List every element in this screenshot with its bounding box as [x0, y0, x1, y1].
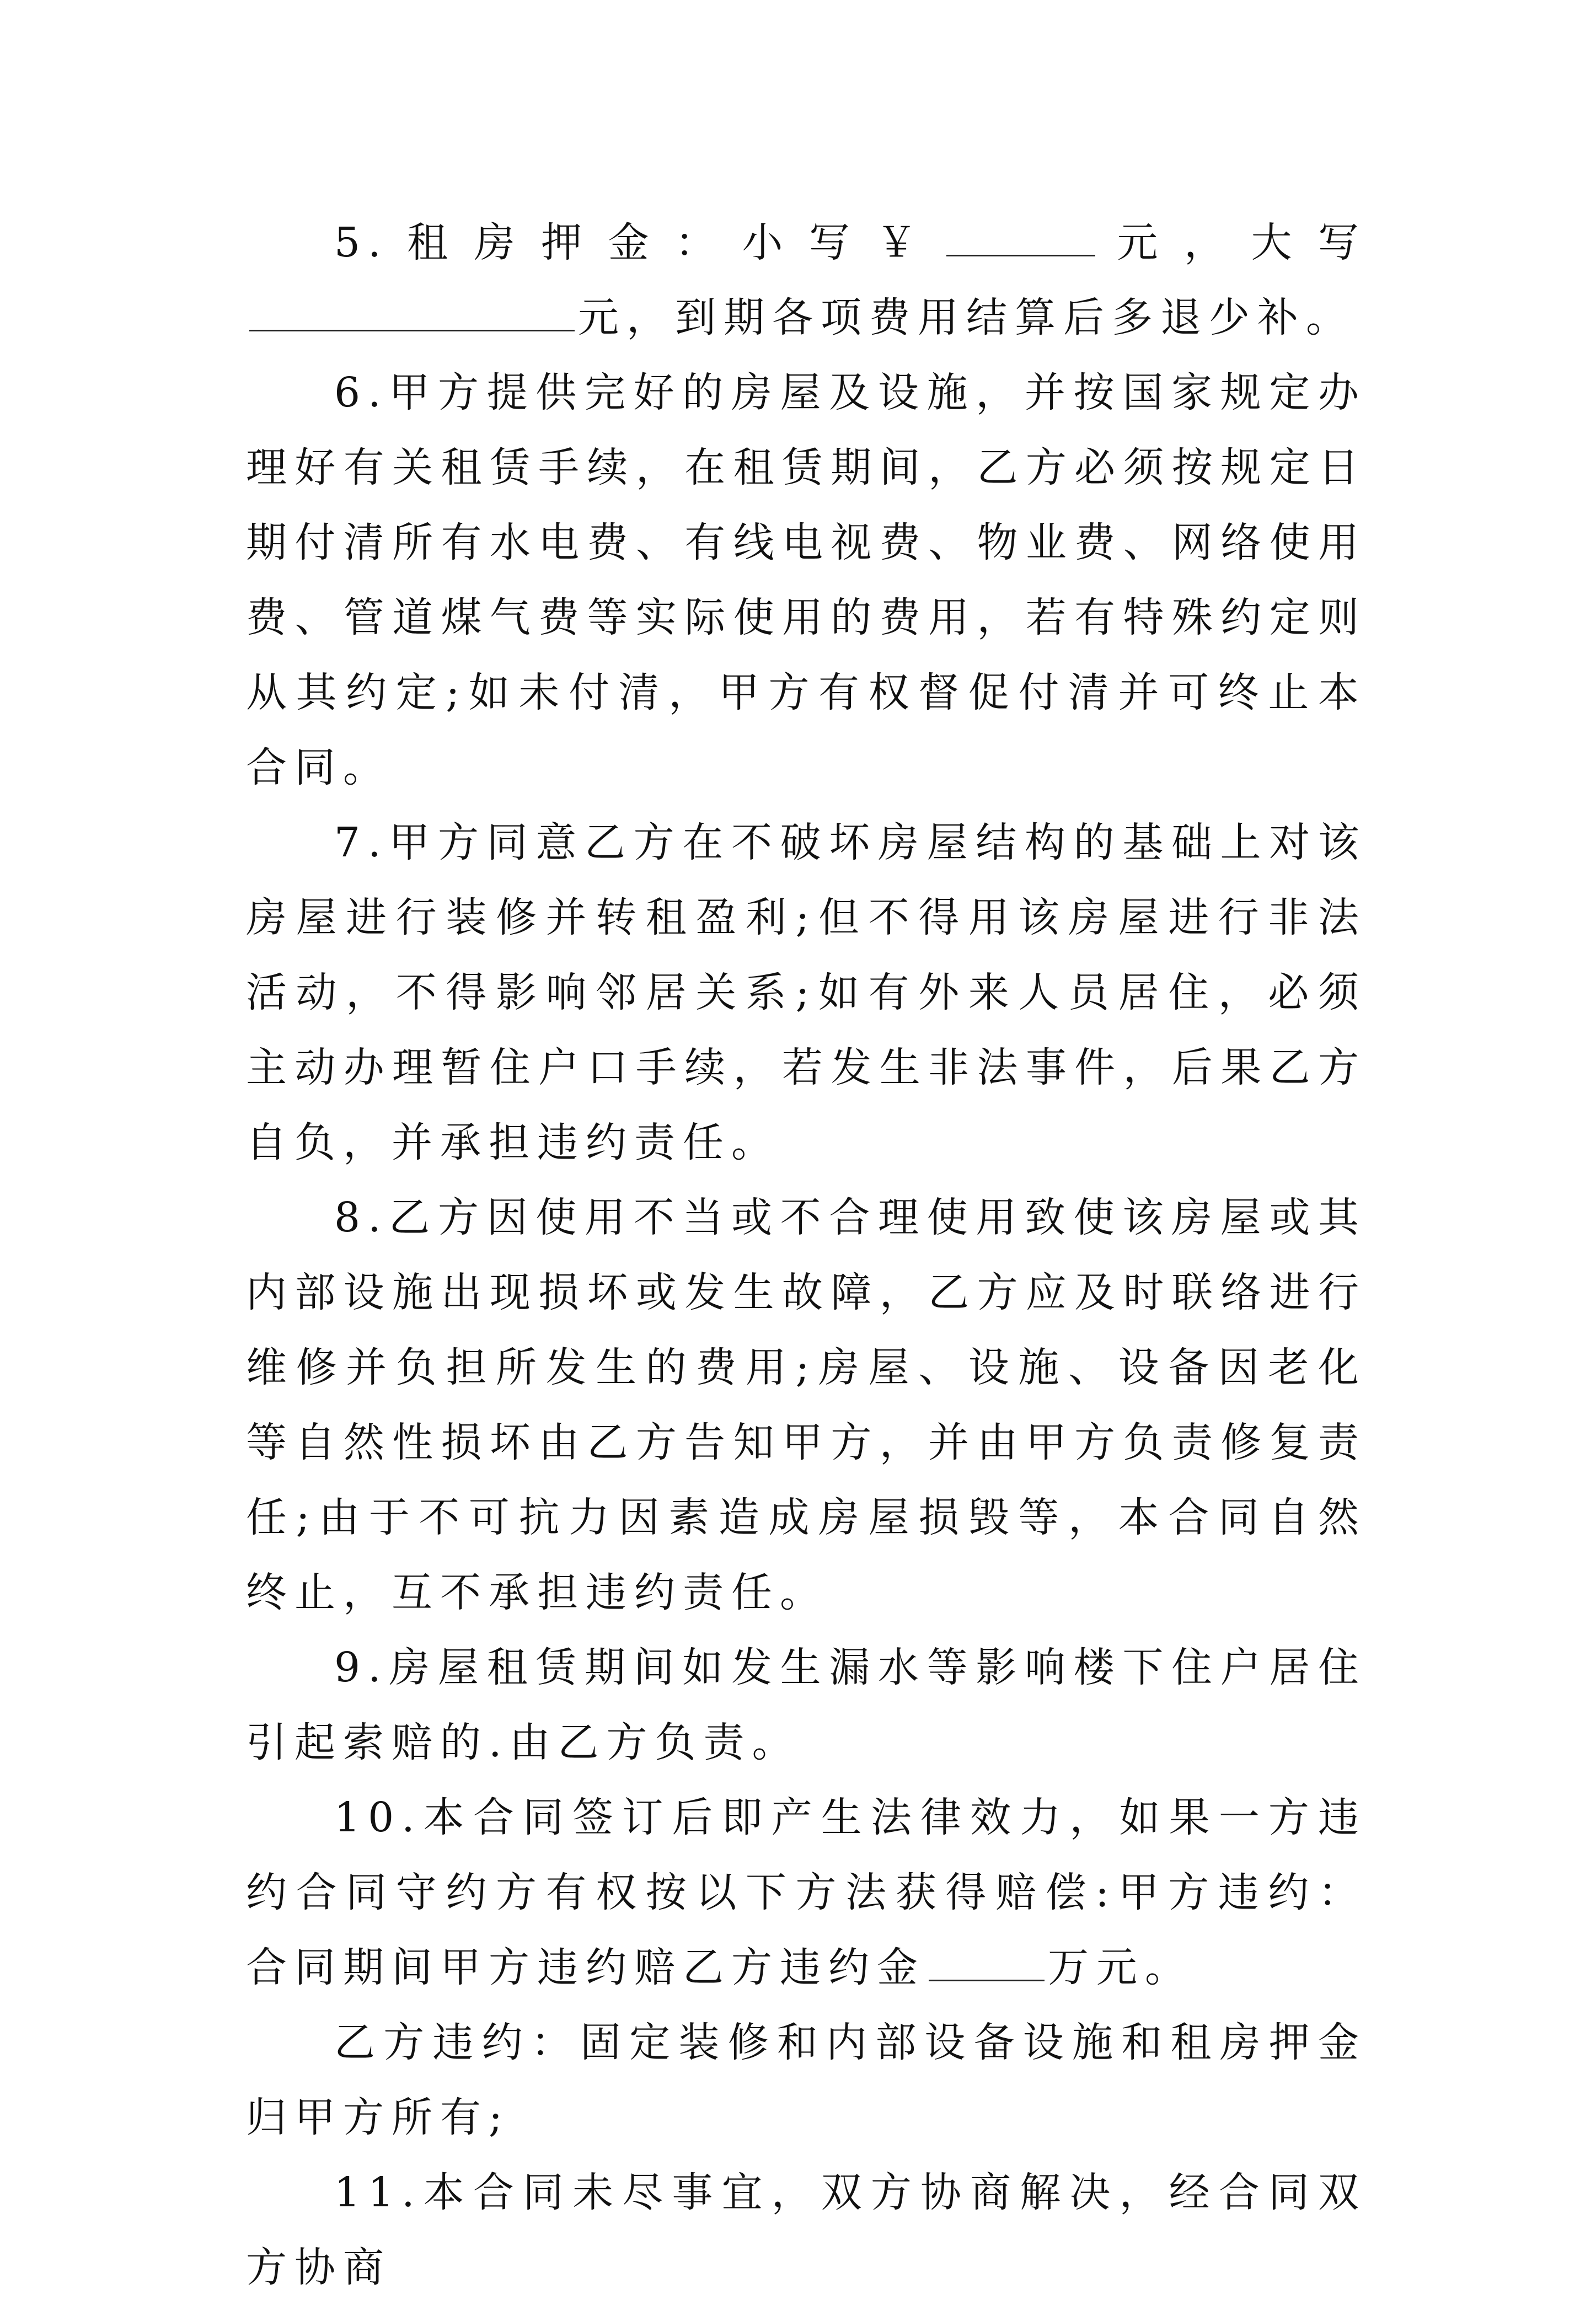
clause-10-breach [246, 1780, 1367, 2005]
clause-11-other-matters: 11.本合同未尽事宜，双方协商解决，经合同双方协商 [246, 2169, 1367, 2291]
clause-5-text-a: 5.租房押金：小写￥ [334, 219, 944, 266]
clause-5-deposit [246, 205, 1367, 355]
penalty-amount-blank [929, 1932, 1045, 1981]
clause-10-text-a: 10.本合同签订后即产生法律效力，如果一方违约合同守约方有权按以下方法获得赔偿:甲方违约：合同期间甲方违约赔乙方违约金 [246, 1794, 1367, 1991]
clause-5-text-b: 元，大写 [1099, 219, 1367, 266]
deposit-amount-blank [946, 207, 1095, 256]
deposit-amount-words-blank [249, 282, 575, 331]
contract-body [246, 205, 1367, 2305]
clause-10-text-b: 万元。 [1048, 1944, 1193, 1991]
clause-8-damage: 8.乙方因使用不当或不合理使用致使该房屋或其内部设施出现损坏或发生故障，乙方应及时联络进行维修并负担所发生的费用;房屋、设施、设备因老化等自然性损坏由乙方告知甲方，并由甲方负责修复责任;由于不可抗力因素造成房屋损毁等，本合同自然终止，互不承担违约责任。 [246, 1194, 1367, 1616]
clause-9-leakage: 9.房屋租赁期间如发生漏水等影响楼下住户居住引起索赔的.由乙方负责。 [246, 1644, 1367, 1766]
clause-7-renovation: 7.甲方同意乙方在不破坏房屋结构的基础上对该房屋进行装修并转租盈利;但不得用该房屋进行非法活动，不得影响邻居关系;如有外来人员居住，必须主动办理暂住户口手续，若发生非法事件，后果乙方自负，并承担违约责任。 [246, 819, 1367, 1166]
clause-6-facilities: 6.甲方提供完好的房屋及设施，并按国家规定办理好有关租赁手续，在租赁期间，乙方必须按规定日期付清所有水电费、有线电视费、物业费、网络使用费、管道煤气费等实际使用的费用，若有特殊约定则从其约定;如未付清，甲方有权督促付清并可终止本合同。 [246, 369, 1367, 791]
clause-10-tenant-breach: 乙方违约：固定装修和内部设备设施和租房押金归甲方所有; [246, 2019, 1367, 2141]
clause-5-text-c: 元，到期各项费用结算后多退少补。 [578, 294, 1354, 341]
